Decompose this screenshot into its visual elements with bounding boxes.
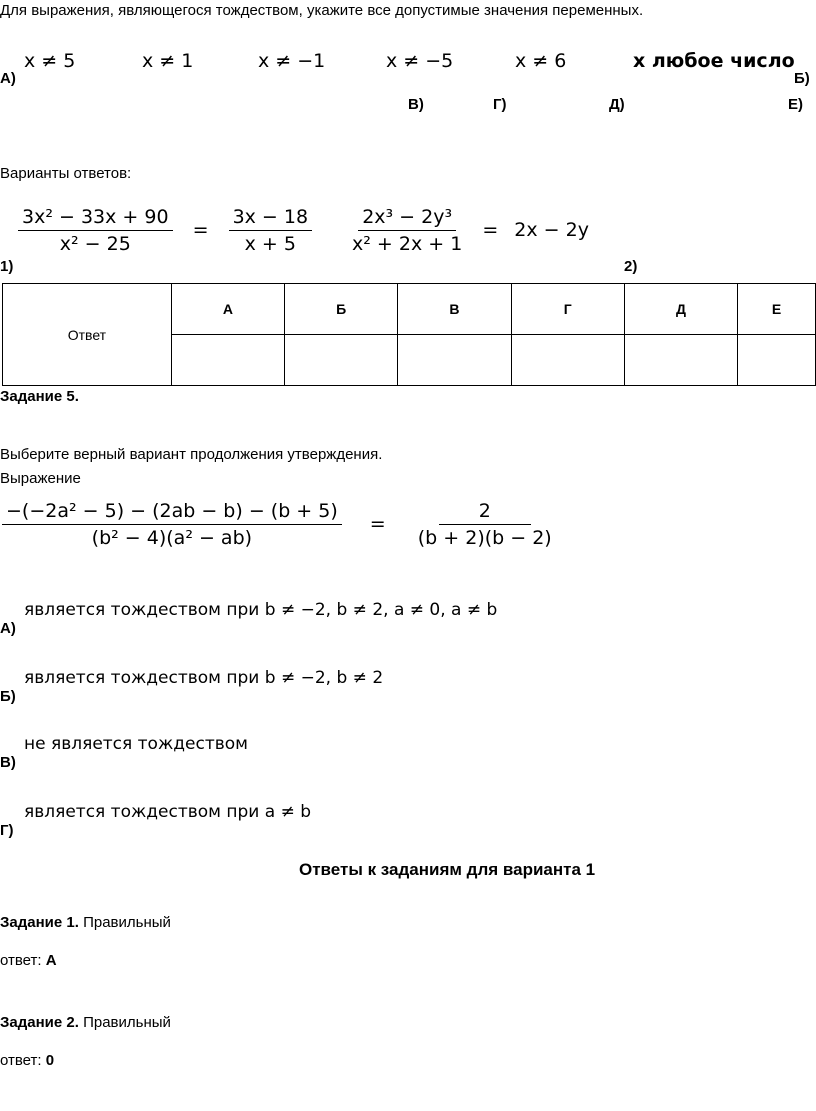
option-b-letter: Б): [794, 70, 810, 87]
answer-cell-v[interactable]: [398, 335, 511, 386]
task4-instruction: Для выражения, являющегося тождеством, укажите все допустимые значения переменных.: [0, 2, 644, 19]
equals-sign: =: [482, 219, 499, 241]
answer-cell-d[interactable]: [624, 335, 737, 386]
option-g-text: x ≠ −5: [386, 50, 454, 72]
table-header-v: В: [398, 284, 511, 335]
answers-heading: Ответы к заданиям для варианта 1: [299, 860, 596, 879]
answer-cell-e[interactable]: [738, 335, 816, 386]
equals-sign: =: [369, 513, 386, 535]
equals-sign: =: [192, 219, 209, 241]
task5-option-v-letter: В): [0, 754, 16, 771]
option-b-text: x ≠ 1: [142, 50, 194, 72]
option-d-letter: Д): [609, 96, 625, 113]
task5-numerator: −(−2a² − 5) − (2ab − b) − (b + 5): [2, 500, 342, 525]
expr1-rhs-denominator: x + 5: [244, 233, 296, 255]
expr2-denominator: x² + 2x + 1: [352, 233, 463, 255]
expression-1: [18, 206, 312, 255]
answer-item-2-text: Правильный: [78, 1014, 171, 1031]
expr1-numerator: 3x² − 33x + 90: [18, 206, 173, 231]
answer-row-label: Ответ: [3, 284, 172, 386]
expr2-rhs: 2x − 2y: [514, 219, 589, 241]
option-g-letter: Г): [493, 96, 507, 113]
task5-rhs-numerator: 2: [439, 500, 531, 525]
option-d-text: x ≠ 6: [515, 50, 567, 72]
answer-table: [2, 283, 816, 386]
task5-denominator: (b² − 4)(a² − ab): [91, 527, 253, 549]
expr1-label: 1): [0, 258, 14, 275]
task5-expression-label: Выражение: [0, 470, 81, 487]
table-header-e: Е: [738, 284, 816, 335]
option-e-letter: Е): [788, 96, 803, 113]
answer-item-2-title: Задание 2.: [0, 1014, 79, 1031]
table-header-d: Д: [624, 284, 737, 335]
option-v-text: x ≠ −1: [258, 50, 326, 72]
table-header-a: А: [171, 284, 284, 335]
answer-cell-g[interactable]: [511, 335, 624, 386]
table-header-g: Г: [511, 284, 624, 335]
task5-prompt: Выберите верный вариант продолжения утверждения.: [0, 446, 383, 463]
task5-option-b-text: является тождеством при b ≠ −2, b ≠ 2: [24, 668, 384, 688]
option-v-letter: В): [408, 96, 424, 113]
expr1-rhs-numerator: 3x − 18: [229, 206, 313, 231]
task5-option-b-letter: Б): [0, 688, 16, 705]
task5-option-g-text: является тождеством при a ≠ b: [24, 802, 312, 822]
answer-item-1-text: Правильный: [78, 914, 171, 931]
task5-option-a-letter: А): [0, 620, 16, 637]
task5-rhs-denominator: (b + 2)(b − 2): [417, 527, 552, 549]
answer-item-1-value: А: [45, 952, 57, 969]
table-row: [3, 284, 816, 335]
variants-label: Варианты ответов:: [0, 165, 132, 182]
task5-option-v-text: не является тождеством: [24, 734, 248, 754]
option-a-letter: А): [0, 70, 16, 87]
expr2-numerator: 2x³ − 2y³: [358, 206, 456, 231]
answer-cell-b[interactable]: [285, 335, 398, 386]
expression-2: [348, 206, 589, 255]
answer-item-2-line2: [0, 1052, 54, 1069]
option-e-text: x любое число: [633, 50, 795, 72]
answer-item-1-prefix: ответ:: [0, 952, 46, 969]
expr1-denominator: x² − 25: [59, 233, 131, 255]
task5-expression: [2, 500, 556, 549]
answer-item-2-value: 0: [45, 1052, 55, 1069]
table-header-b: Б: [285, 284, 398, 335]
task5-title: Задание 5.: [0, 388, 79, 405]
answer-item-2-line1: [0, 1014, 171, 1031]
answer-item-1-title: Задание 1.: [0, 914, 79, 931]
answer-cell-a[interactable]: [171, 335, 284, 386]
task5-option-g-letter: Г): [0, 822, 14, 839]
task5-option-a-text: является тождеством при b ≠ −2, b ≠ 2, a ≠ 0, a ≠ b: [24, 600, 498, 620]
answer-item-2-prefix: ответ:: [0, 1052, 46, 1069]
option-a-text: x ≠ 5: [24, 50, 76, 72]
answer-item-1-line2: [0, 952, 57, 969]
expr2-label: 2): [624, 258, 638, 275]
answer-item-1-line1: [0, 914, 171, 931]
